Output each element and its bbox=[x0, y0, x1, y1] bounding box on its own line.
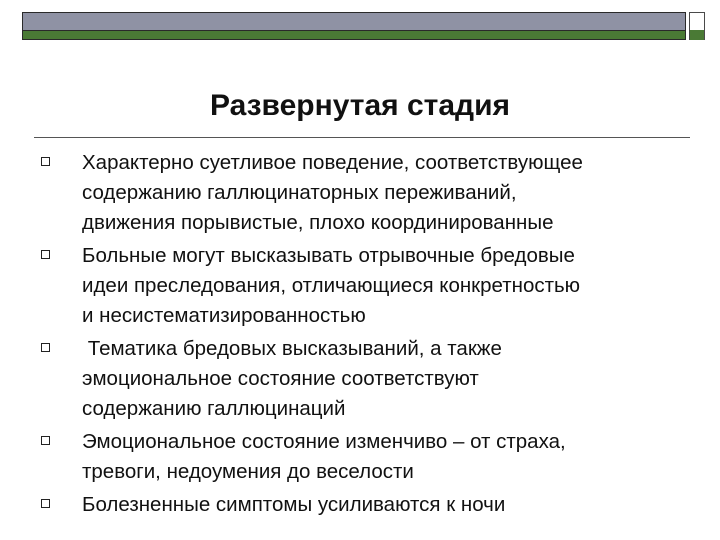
hollow-square-bullet-icon bbox=[41, 343, 50, 352]
hollow-square-bullet-icon bbox=[41, 499, 50, 508]
bullet-line: движения порывистые, плохо координированные bbox=[82, 211, 554, 234]
bullet-line: Болезненные симптомы усиливаются к ночи bbox=[82, 493, 506, 516]
bullet-line: и несистематизированностью bbox=[82, 304, 366, 327]
header-gray-bar bbox=[22, 12, 686, 31]
header-corner-box bbox=[689, 12, 705, 40]
bullet-line: Эмоциональное состояние изменчиво – от страха, bbox=[82, 430, 566, 453]
bullet-item bbox=[40, 148, 700, 238]
slide-title: Развернутая стадия bbox=[209, 89, 511, 122]
bullet-line: идеи преследования, отличающиеся конкретностью bbox=[82, 274, 581, 297]
hollow-square-bullet-icon bbox=[41, 436, 50, 445]
hollow-square-bullet-icon bbox=[41, 157, 50, 166]
bullet-item bbox=[40, 427, 700, 487]
bullet-line: содержанию галлюцинаций bbox=[82, 397, 346, 420]
hollow-square-bullet-icon bbox=[41, 250, 50, 259]
bullet-item bbox=[40, 334, 700, 424]
header-corner-fill bbox=[690, 30, 704, 40]
bullet-list bbox=[40, 148, 700, 523]
bullet-line: тревоги, недоумения до веселости bbox=[82, 460, 414, 483]
bullet-line: эмоциональное состояние соответствуют bbox=[82, 367, 479, 390]
bullet-item bbox=[40, 490, 700, 520]
header-green-bar bbox=[22, 31, 686, 40]
bullet-line: Больные могут высказывать отрывочные бредовые bbox=[82, 244, 575, 267]
bullet-line: Характерно суетливое поведение, соответствующее bbox=[82, 151, 583, 174]
bullet-line: содержанию галлюцинаторных переживаний, bbox=[82, 181, 517, 204]
bullet-item bbox=[40, 241, 700, 331]
bullet-line: Тематика бредовых высказываний, а также bbox=[82, 337, 502, 360]
title-divider bbox=[34, 137, 690, 138]
